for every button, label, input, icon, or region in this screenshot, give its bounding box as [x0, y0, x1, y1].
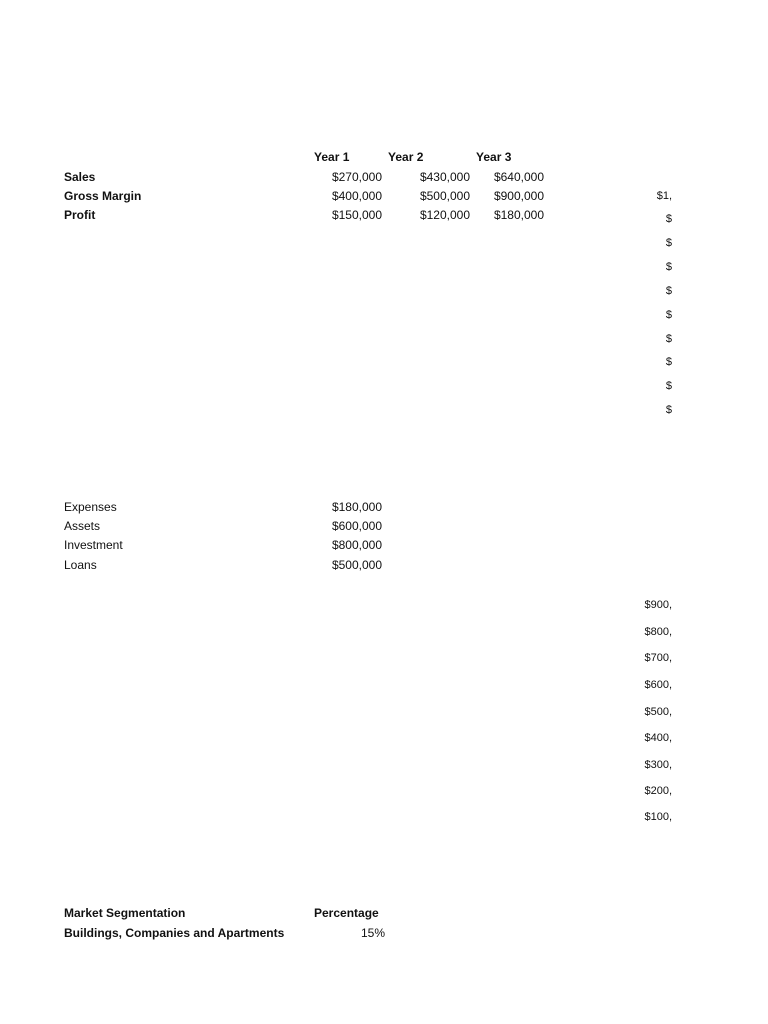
chart2-axis-label: $700,	[644, 652, 672, 664]
cell-profit-y3: $180,000	[493, 208, 544, 222]
cell-sales-y2: $430,000	[419, 170, 470, 184]
chart2-axis-label: $800,	[644, 626, 672, 638]
chart1-axis-label: $	[665, 285, 672, 297]
chart2-axis-label: $200,	[644, 785, 672, 797]
row-label-expenses: Expenses	[64, 500, 117, 514]
chart2-axis-label: $300,	[644, 759, 672, 771]
cell-gross-margin-y3: $900,000	[493, 189, 544, 203]
row-label-investment: Investment	[64, 538, 123, 552]
cell-gross-margin-y1: $400,000	[331, 189, 382, 203]
chart2-axis-label: $400,	[644, 732, 672, 744]
row-label-profit: Profit	[64, 208, 96, 222]
chart2-axis-label: $600,	[644, 679, 672, 691]
header-year-3: Year 3	[476, 150, 512, 164]
row-label-sales: Sales	[64, 170, 96, 184]
row-label-loans: Loans	[64, 558, 97, 572]
header-year-2: Year 2	[388, 150, 424, 164]
header-percentage: Percentage	[314, 906, 379, 920]
row-label-assets: Assets	[64, 519, 101, 533]
chart2-axis-label: $500,	[644, 706, 672, 718]
cell-profit-y2: $120,000	[419, 208, 470, 222]
chart1-axis-label: $	[665, 213, 672, 225]
cell-investment: $800,000	[331, 538, 382, 552]
chart1-axis-label: $	[665, 261, 672, 273]
chart2-axis-label: $900,	[644, 599, 672, 611]
cell-expenses: $180,000	[331, 500, 382, 514]
chart1-axis-label: $1,	[656, 190, 672, 202]
chart1-axis-label: $	[665, 237, 672, 249]
row-label-segment: Buildings, Companies and Apartments	[64, 926, 285, 940]
chart1-axis-label: $	[665, 309, 672, 321]
chart2-axis-label: $100,	[644, 811, 672, 823]
chart1-axis-label: $	[665, 356, 672, 368]
row-label-gross-margin: Gross Margin	[64, 189, 142, 203]
chart1-axis-label: $	[665, 404, 672, 416]
cell-segment-percentage: 15%	[360, 926, 385, 940]
header-year-1: Year 1	[314, 150, 350, 164]
chart1-axis-label: $	[665, 380, 672, 392]
cell-sales-y1: $270,000	[331, 170, 382, 184]
cell-sales-y3: $640,000	[493, 170, 544, 184]
cell-loans: $500,000	[331, 558, 382, 572]
cell-profit-y1: $150,000	[331, 208, 382, 222]
chart1-axis-label: $	[665, 333, 672, 345]
header-market-segmentation: Market Segmentation	[64, 906, 186, 920]
cell-assets: $600,000	[331, 519, 382, 533]
cell-gross-margin-y2: $500,000	[419, 189, 470, 203]
